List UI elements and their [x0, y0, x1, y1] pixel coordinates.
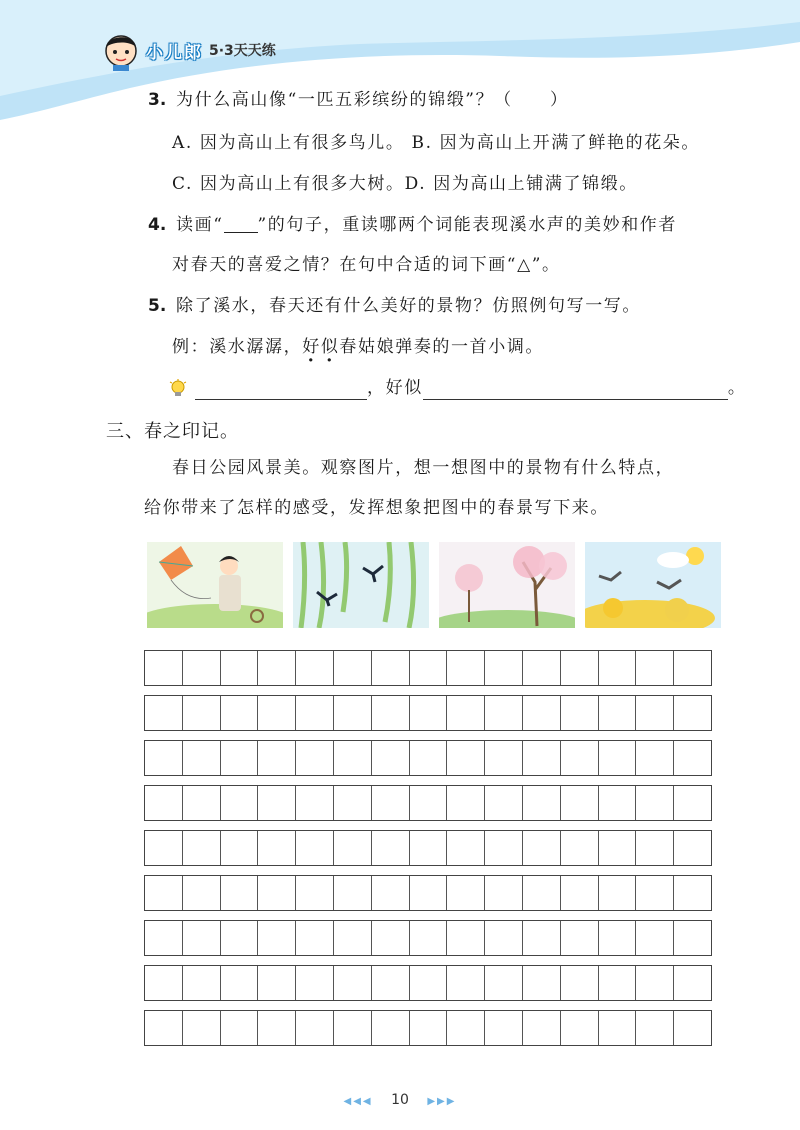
- grid-cell[interactable]: [372, 786, 410, 820]
- grid-cell[interactable]: [221, 921, 259, 955]
- grid-cell[interactable]: [183, 876, 221, 910]
- brand-series: 5·3天天练: [209, 43, 276, 59]
- grid-cell[interactable]: [674, 831, 711, 865]
- answer-blank-2[interactable]: [423, 381, 728, 400]
- option-c[interactable]: C. 因为高山上有很多大树。: [172, 174, 405, 194]
- grid-cell[interactable]: [183, 786, 221, 820]
- grid-cell[interactable]: [334, 876, 372, 910]
- grid-cell[interactable]: [523, 1011, 561, 1045]
- grid-cell[interactable]: [296, 696, 334, 730]
- grid-cell[interactable]: [334, 921, 372, 955]
- grid-cell[interactable]: [599, 741, 637, 775]
- grid-cell[interactable]: [561, 786, 599, 820]
- grid-cell[interactable]: [258, 696, 296, 730]
- grid-cell[interactable]: [674, 921, 711, 955]
- grid-cell[interactable]: [145, 651, 183, 685]
- question-text: 除了溪水，春天还有什么美好的景物？仿照例句写一写。: [176, 296, 641, 316]
- grid-cell[interactable]: [183, 921, 221, 955]
- grid-cell[interactable]: [674, 651, 711, 685]
- grid-cell[interactable]: [145, 966, 183, 1000]
- grid-cell[interactable]: [221, 651, 259, 685]
- grid-cell[interactable]: [447, 651, 485, 685]
- grid-row: [144, 785, 712, 821]
- grid-cell[interactable]: [296, 921, 334, 955]
- grid-cell[interactable]: [183, 651, 221, 685]
- grid-cell[interactable]: [221, 966, 259, 1000]
- brand: [100, 30, 276, 70]
- grid-cell[interactable]: [561, 966, 599, 1000]
- grid-cell[interactable]: [674, 696, 711, 730]
- example-suffix: 春姑娘弹奏的一首小调。: [339, 337, 545, 357]
- q5-answer-row: [168, 376, 746, 400]
- grid-cell[interactable]: [561, 831, 599, 865]
- grid-cell[interactable]: [410, 1011, 448, 1045]
- grid-cell[interactable]: [258, 921, 296, 955]
- grid-cell[interactable]: [523, 651, 561, 685]
- grid-cell[interactable]: [221, 876, 259, 910]
- grid-cell[interactable]: [410, 651, 448, 685]
- grid-cell[interactable]: [599, 786, 637, 820]
- answer-end-punct: 。: [727, 378, 747, 398]
- grid-cell[interactable]: [561, 741, 599, 775]
- grid-cell[interactable]: [636, 741, 674, 775]
- page-footer: [0, 1092, 800, 1108]
- grid-cell[interactable]: [372, 1011, 410, 1045]
- grid-cell[interactable]: [334, 966, 372, 1000]
- grid-cell[interactable]: [296, 786, 334, 820]
- grid-cell[interactable]: [145, 786, 183, 820]
- grid-cell[interactable]: [372, 741, 410, 775]
- grid-cell[interactable]: [674, 741, 711, 775]
- grid-cell[interactable]: [599, 696, 637, 730]
- emphasis-char: 似: [320, 337, 340, 357]
- section-paragraph-line-2: 给你带来了怎样的感受，发挥想象把图中的春景写下来。: [144, 498, 609, 518]
- grid-cell[interactable]: [183, 966, 221, 1000]
- grid-cell[interactable]: [296, 876, 334, 910]
- example-prefix: 例：溪水潺潺，: [172, 337, 303, 357]
- grid-cell[interactable]: [561, 921, 599, 955]
- grid-cell[interactable]: [447, 741, 485, 775]
- grid-row: [144, 695, 712, 731]
- grid-cell[interactable]: [410, 786, 448, 820]
- grid-cell[interactable]: [296, 831, 334, 865]
- grid-cell[interactable]: [221, 831, 259, 865]
- grid-cell[interactable]: [258, 1011, 296, 1045]
- grid-cell[interactable]: [145, 741, 183, 775]
- grid-cell[interactable]: [599, 651, 637, 685]
- left-arrows-icon: ◀◀◀: [343, 1096, 373, 1107]
- grid-cell[interactable]: [334, 741, 372, 775]
- grid-cell[interactable]: [561, 1011, 599, 1045]
- q5-example: [172, 335, 544, 359]
- grid-cell[interactable]: [599, 876, 637, 910]
- grid-row: [144, 650, 712, 686]
- grid-cell[interactable]: [599, 921, 637, 955]
- grid-cell[interactable]: [221, 696, 259, 730]
- forsythia-birds-icon: [585, 542, 721, 628]
- grid-cell[interactable]: [447, 1011, 485, 1045]
- grid-cell[interactable]: [183, 696, 221, 730]
- grid-cell[interactable]: [636, 651, 674, 685]
- grid-cell[interactable]: [145, 921, 183, 955]
- grid-cell[interactable]: [221, 741, 259, 775]
- grid-cell[interactable]: [372, 651, 410, 685]
- answer-blank-1[interactable]: [195, 381, 367, 400]
- grid-cell[interactable]: [523, 786, 561, 820]
- grid-cell[interactable]: [674, 786, 711, 820]
- grid-cell[interactable]: [296, 741, 334, 775]
- right-arrows-icon: ▶▶▶: [427, 1096, 457, 1107]
- question-number: 4.: [148, 215, 167, 235]
- writing-grid: [144, 650, 712, 1055]
- grid-cell[interactable]: [258, 876, 296, 910]
- grid-cell[interactable]: [485, 786, 523, 820]
- grid-row: [144, 920, 712, 956]
- grid-cell[interactable]: [183, 831, 221, 865]
- grid-cell[interactable]: [447, 921, 485, 955]
- grid-cell[interactable]: [447, 786, 485, 820]
- grid-row: [144, 965, 712, 1001]
- grid-cell[interactable]: [485, 651, 523, 685]
- grid-cell[interactable]: [636, 786, 674, 820]
- grid-cell[interactable]: [334, 786, 372, 820]
- grid-cell[interactable]: [485, 921, 523, 955]
- question-text: ”的句子，重读哪两个词能表现溪水声的美妙和作者: [257, 215, 677, 235]
- grid-cell[interactable]: [258, 741, 296, 775]
- grid-cell[interactable]: [599, 1011, 637, 1045]
- grid-cell[interactable]: [674, 966, 711, 1000]
- grid-cell[interactable]: [561, 876, 599, 910]
- grid-cell[interactable]: [523, 966, 561, 1000]
- grid-cell[interactable]: [221, 786, 259, 820]
- emphasis-char: 好: [302, 337, 321, 357]
- grid-cell[interactable]: [485, 831, 523, 865]
- grid-cell[interactable]: [523, 696, 561, 730]
- question-text: 为什么高山像“一匹五彩缤纷的锦缎”？（ ）: [176, 90, 569, 110]
- grid-cell[interactable]: [221, 1011, 259, 1045]
- grid-cell[interactable]: [258, 651, 296, 685]
- grid-cell[interactable]: [523, 831, 561, 865]
- grid-row: [144, 830, 712, 866]
- grid-row: [144, 875, 712, 911]
- grid-cell[interactable]: [485, 696, 523, 730]
- grid-cell[interactable]: [674, 876, 711, 910]
- kite-boy-icon: [147, 542, 283, 628]
- grid-cell[interactable]: [523, 741, 561, 775]
- grid-cell[interactable]: [485, 966, 523, 1000]
- willow-swallows-icon: [293, 542, 429, 628]
- grid-cell[interactable]: [410, 876, 448, 910]
- grid-cell[interactable]: [485, 876, 523, 910]
- peach-blossom-icon: [439, 542, 575, 628]
- grid-cell[interactable]: [145, 696, 183, 730]
- grid-cell[interactable]: [636, 876, 674, 910]
- grid-row: [144, 1010, 712, 1046]
- question-4: [148, 213, 677, 237]
- lightbulb-icon: [168, 379, 188, 399]
- grid-cell[interactable]: [561, 696, 599, 730]
- grid-cell[interactable]: [258, 786, 296, 820]
- grid-cell[interactable]: [372, 696, 410, 730]
- question-number: 3.: [148, 90, 167, 110]
- grid-cell[interactable]: [372, 876, 410, 910]
- q3-options-row-2: [172, 172, 638, 196]
- grid-cell[interactable]: [145, 1011, 183, 1045]
- brand-name: 小儿郎: [146, 42, 203, 63]
- grid-cell[interactable]: [258, 831, 296, 865]
- grid-cell[interactable]: [561, 651, 599, 685]
- grid-cell[interactable]: [334, 831, 372, 865]
- grid-cell[interactable]: [372, 966, 410, 1000]
- grid-cell[interactable]: [636, 831, 674, 865]
- option-b[interactable]: B. 因为高山上开满了鲜艳的花朵。: [411, 133, 700, 153]
- grid-cell[interactable]: [523, 876, 561, 910]
- grid-cell[interactable]: [372, 921, 410, 955]
- grid-cell[interactable]: [410, 696, 448, 730]
- page-number: 10: [391, 1092, 409, 1108]
- grid-cell[interactable]: [447, 696, 485, 730]
- section-paragraph-line-1: 春日公园风景美。观察图片，想一想图中的景物有什么特点，: [172, 458, 675, 478]
- question-text: 读画“: [176, 215, 224, 235]
- grid-cell[interactable]: [372, 831, 410, 865]
- grid-cell[interactable]: [447, 876, 485, 910]
- grid-cell[interactable]: [485, 741, 523, 775]
- question-5: [148, 294, 641, 318]
- option-d[interactable]: D. 因为高山上铺满了锦缎。: [404, 174, 638, 194]
- grid-cell[interactable]: [410, 921, 448, 955]
- grid-cell[interactable]: [447, 831, 485, 865]
- grid-cell[interactable]: [296, 651, 334, 685]
- grid-cell[interactable]: [636, 921, 674, 955]
- question-3: [148, 88, 569, 112]
- section-title: 三、春之印记。: [106, 421, 239, 442]
- grid-cell[interactable]: [447, 966, 485, 1000]
- grid-cell[interactable]: [636, 696, 674, 730]
- grid-cell[interactable]: [334, 1011, 372, 1045]
- grid-cell[interactable]: [296, 1011, 334, 1045]
- grid-cell[interactable]: [523, 921, 561, 955]
- grid-cell[interactable]: [145, 876, 183, 910]
- grid-cell[interactable]: [674, 1011, 711, 1045]
- grid-cell[interactable]: [599, 831, 637, 865]
- option-a[interactable]: A. 因为高山上有很多鸟儿。: [172, 133, 405, 153]
- grid-cell[interactable]: [636, 1011, 674, 1045]
- grid-cell[interactable]: [183, 1011, 221, 1045]
- question-number: 5.: [148, 296, 167, 316]
- mascot-boy-icon: [100, 29, 142, 71]
- grid-cell[interactable]: [410, 966, 448, 1000]
- grid-cell[interactable]: [334, 651, 372, 685]
- grid-cell[interactable]: [485, 1011, 523, 1045]
- grid-cell[interactable]: [410, 741, 448, 775]
- picture-strip: [147, 542, 722, 628]
- grid-cell[interactable]: [296, 966, 334, 1000]
- grid-cell[interactable]: [636, 966, 674, 1000]
- q3-options-row-1: [172, 131, 700, 155]
- grid-cell[interactable]: [183, 741, 221, 775]
- answer-connector: ，好似: [367, 378, 423, 398]
- grid-cell[interactable]: [599, 966, 637, 1000]
- grid-cell[interactable]: [410, 831, 448, 865]
- underline-blank: [224, 218, 258, 233]
- grid-row: [144, 740, 712, 776]
- grid-cell[interactable]: [334, 696, 372, 730]
- grid-cell[interactable]: [258, 966, 296, 1000]
- q4-line-2: 对春天的喜爱之情？在句中合适的词下画“△”。: [172, 255, 561, 275]
- grid-cell[interactable]: [145, 831, 183, 865]
